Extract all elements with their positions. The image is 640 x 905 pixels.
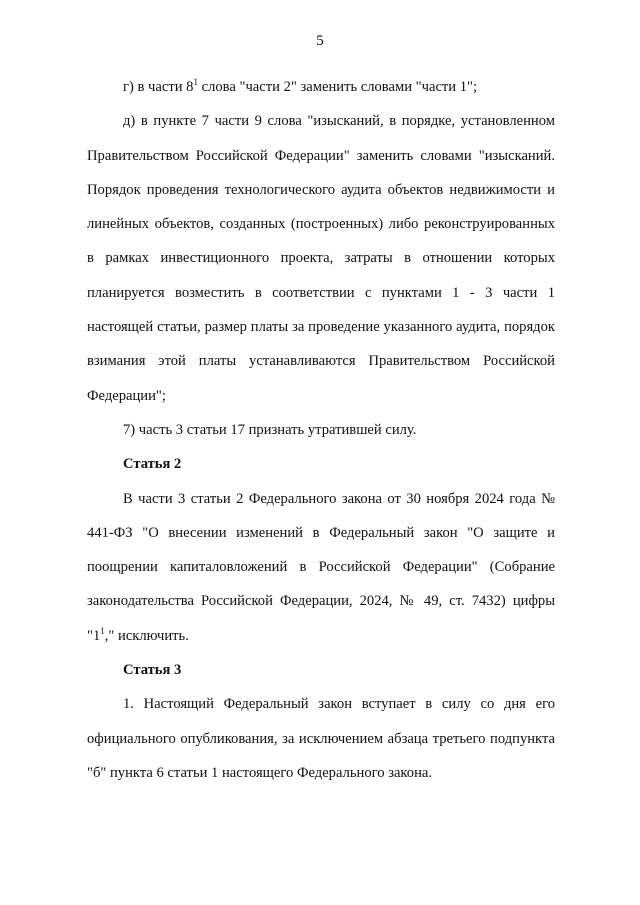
article-3-text: 1. Настоящий Федеральный закон вступает в силу со дня его официального опубликования, за исключением абзаца третьего подпункта "б" пункта 6 статьи 1 настоящего Федерального закона.	[87, 696, 555, 781]
article-2-text-body: В части 3 статьи 2 Федерального закона от 30 ноября 2024 года № 441-ФЗ "О внесении изменений в Федеральный закон "О защите и поощрении капиталовложений в Российской Федерации" (Собрание законодательства Российской Федерации, 2024, № 49, ст. 7432) цифры "1	[87, 490, 555, 644]
document-body	[87, 70, 555, 790]
article-2-heading: Статья 2	[123, 456, 182, 473]
superscript-2: 1	[100, 625, 105, 636]
superscript-1: 1	[193, 77, 198, 87]
article-2-text-end: ," исключить.	[104, 627, 189, 644]
article-3-heading: Статья 3	[123, 662, 182, 679]
page-number: 5	[316, 33, 324, 49]
paragraph-7: 7) часть 3 статьи 17 признать утратившей силу.	[123, 421, 417, 438]
paragraph-d: д) в пункте 7 части 9 слова "изысканий, в порядке, установленном Правительством Российской Федерации" заменить словами "изысканий. Порядок проведения технологического аудита объектов недвижимости и линейных объектов, созданных (построенных) либо реконструированных в рамках инвестиционного проекта, затраты в отношении которых планируется возместить в соответствии с пунктами 1 - 3 части 1 настоящей статьи, размер платы за проведение указанного аудита, порядок взимания этой платы устанавливаются Правительством Российской Федерации";	[87, 113, 555, 404]
paragraph-g-text-end: слова "части 2" заменить словами "части 1";	[197, 79, 478, 95]
paragraph-g	[87, 70, 555, 104]
paragraph-g-text: г) в части 8	[123, 79, 194, 95]
article-2-text	[87, 482, 555, 653]
